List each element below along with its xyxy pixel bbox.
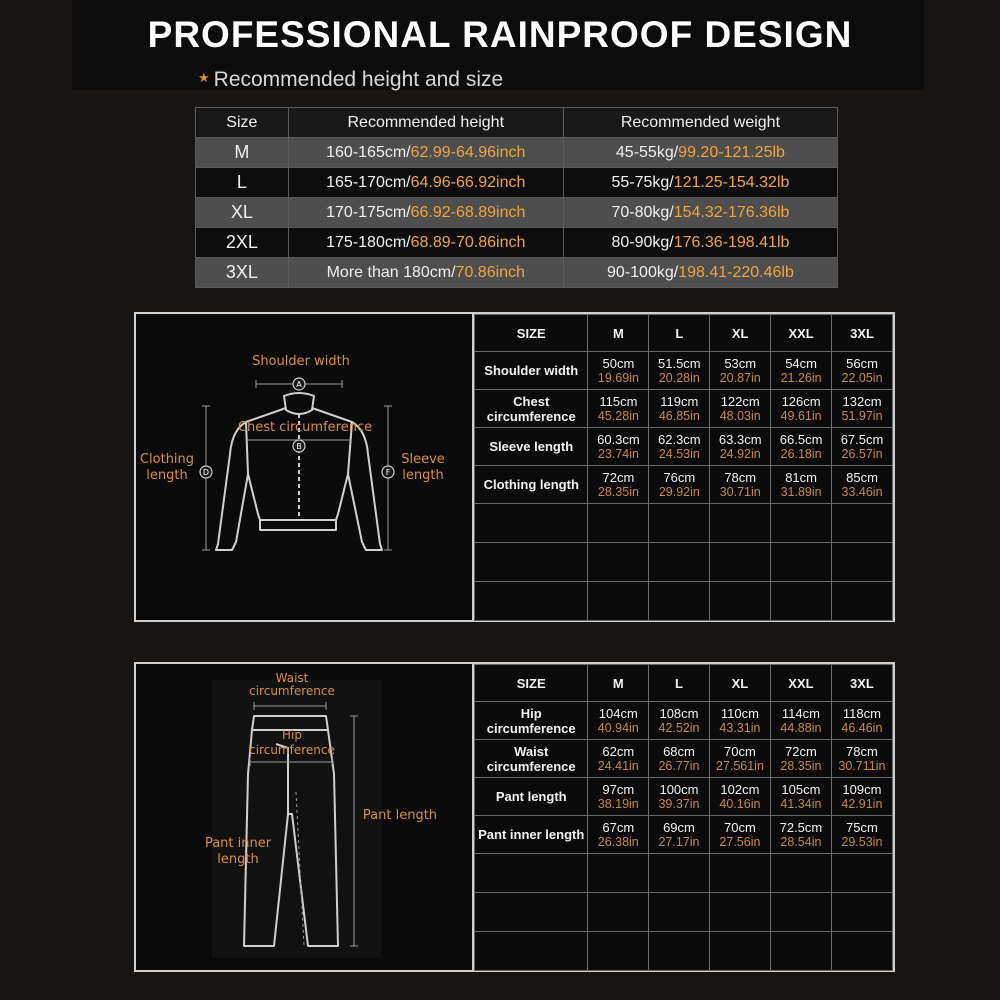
value-cell (831, 778, 892, 816)
height-cm: 165-170cm/ (326, 173, 411, 191)
table-row (475, 702, 893, 740)
value-cm: 114cm (781, 705, 820, 721)
value-cm: 63.3cm (718, 431, 762, 447)
table-row (196, 138, 838, 168)
value-in: 26.57in (841, 446, 883, 461)
value-in: 44.88in (780, 720, 822, 735)
value-cell (710, 428, 771, 466)
value-cm: 67.5cm (840, 431, 884, 447)
height-in: 70.86inch (455, 263, 525, 281)
height-in: 64.96-66.92inch (410, 173, 526, 191)
col-header: M (588, 665, 649, 702)
table-row (475, 428, 893, 466)
value-in: 20.28in (658, 370, 700, 385)
value-cm: 70cm (724, 743, 756, 759)
value-in: 26.77in (658, 758, 700, 773)
value-cell (831, 816, 892, 854)
value-in: 29.53in (841, 834, 883, 849)
value-cm: 105cm (781, 781, 821, 797)
value-cell (771, 352, 832, 390)
chest-circumference-label: Chest circumference (237, 420, 373, 435)
value-in: 45.28in (597, 408, 639, 423)
value-cell (649, 428, 710, 466)
value-cm: 76cm (663, 469, 696, 485)
row-label: Sleeve length (475, 428, 588, 466)
value-cm: 122cm (720, 393, 760, 409)
header-weight: Recommended weight (563, 108, 837, 138)
value-cell (831, 740, 892, 778)
value-cell (709, 778, 770, 816)
table-row (196, 258, 838, 288)
clothing-length-label: Clothing length (139, 452, 195, 483)
value-in: 23.74in (597, 446, 639, 461)
height-cm: 170-175cm/ (326, 203, 411, 221)
value-cell (649, 740, 710, 778)
row-label: Pant inner length (475, 816, 588, 854)
value-cell (832, 428, 893, 466)
value-cell (710, 352, 771, 390)
value-cell (649, 816, 710, 854)
value-in: 22.05in (841, 370, 883, 385)
value-cm: 69cm (663, 819, 695, 835)
empty-row (475, 854, 893, 893)
value-cell (588, 702, 649, 740)
size-cell: 2XL (196, 228, 289, 258)
row-label: Pant length (475, 778, 588, 816)
value-cell (832, 352, 893, 390)
value-cell (831, 702, 892, 740)
value-cm: 53cm (724, 355, 757, 371)
value-cm: 54cm (785, 355, 817, 371)
value-cell (649, 778, 710, 816)
table-row (475, 778, 893, 816)
recommended-size-table (195, 107, 838, 288)
height-cell (288, 228, 563, 258)
star-icon: ★ (198, 70, 210, 85)
value-cell (588, 816, 649, 854)
weight-cell (563, 258, 837, 288)
value-cell (832, 390, 893, 428)
value-cm: 109cm (842, 781, 882, 797)
header-size: Size (196, 108, 289, 138)
value-cell (709, 816, 770, 854)
page-title: PROFESSIONAL RAINPROOF DESIGN (147, 14, 853, 55)
height-in: 66.92-68.89inch (410, 203, 526, 221)
value-cm: 118cm (842, 705, 881, 721)
col-header: XXL (771, 315, 832, 352)
value-cell (649, 466, 710, 504)
value-in: 26.18in (780, 446, 822, 461)
mark-a: A (296, 380, 302, 389)
value-cm: 72cm (785, 743, 817, 759)
value-cell (588, 428, 649, 466)
value-cell (588, 778, 649, 816)
col-header: L (649, 665, 710, 702)
value-in: 48.03in (719, 408, 761, 423)
pant-length-label: Pant length (362, 808, 438, 823)
value-in: 27.561in (715, 758, 764, 773)
value-cm: 56cm (846, 355, 878, 371)
value-cell (709, 702, 770, 740)
value-cm: 60.3cm (597, 431, 640, 447)
value-cm: 104cm (598, 705, 638, 721)
value-in: 31.89in (780, 484, 822, 499)
table-row (475, 816, 893, 854)
value-cm: 51.5cm (658, 355, 701, 371)
value-in: 39.37in (658, 796, 700, 811)
height-cm: More than 180cm/ (326, 263, 456, 281)
value-cell (832, 466, 893, 504)
value-in: 42.91in (841, 796, 883, 811)
weight-kg: 55-75kg/ (611, 173, 674, 191)
col-header: XL (709, 665, 770, 702)
table-row (196, 228, 838, 258)
value-in: 29.92in (658, 484, 700, 499)
value-cm: 78cm (846, 743, 878, 759)
col-header: 3XL (832, 315, 893, 352)
jacket-size-table (474, 314, 893, 621)
value-cell (710, 466, 771, 504)
value-in: 19.69in (597, 370, 639, 385)
size-cell: 3XL (196, 258, 289, 288)
value-in: 21.26in (780, 370, 822, 385)
value-cm: 72cm (602, 469, 635, 485)
jacket-diagram (136, 314, 474, 620)
subtitle (198, 68, 503, 92)
value-cm: 62cm (602, 743, 635, 759)
value-cell (771, 702, 832, 740)
value-cm: 108cm (659, 705, 699, 721)
weight-cell (563, 138, 837, 168)
value-in: 51.97in (841, 408, 883, 423)
value-cell (588, 466, 649, 504)
value-in: 24.53in (658, 446, 700, 461)
value-in: 30.711in (838, 758, 886, 773)
value-cm: 50cm (602, 355, 635, 371)
size-cell: M (196, 138, 289, 168)
table-row (475, 740, 893, 778)
value-cell (649, 702, 710, 740)
value-in: 43.31in (719, 720, 761, 735)
table-row (475, 466, 893, 504)
value-cm: 102cm (720, 781, 760, 797)
col-header: XXL (771, 665, 832, 702)
empty-row (475, 504, 893, 543)
row-label: Hip circumference (475, 702, 588, 740)
empty-row (475, 582, 893, 621)
height-cm: 160-165cm/ (326, 143, 411, 161)
value-cell (771, 428, 832, 466)
value-in: 41.34in (780, 796, 822, 811)
value-cm: 62.3cm (658, 431, 701, 447)
weight-kg: 90-100kg/ (607, 263, 679, 281)
value-cm: 132cm (842, 393, 882, 409)
empty-row (475, 543, 893, 582)
empty-row (475, 932, 893, 971)
value-cm: 78cm (724, 469, 757, 485)
weight-lb: 154.32-176.36lb (673, 203, 790, 221)
weight-lb: 176.36-198.41lb (673, 233, 790, 251)
height-in: 62.99-64.96inch (410, 143, 526, 161)
value-in: 46.46in (841, 720, 883, 735)
table-header-row (475, 665, 893, 702)
size-header: SIZE (475, 315, 588, 352)
value-cell (588, 740, 649, 778)
row-label: Chest circumference (475, 390, 588, 428)
value-in: 30.71in (719, 484, 761, 499)
table-header-row (196, 108, 838, 138)
value-cm: 72.5cm (779, 819, 823, 835)
value-in: 27.17in (658, 834, 700, 849)
weight-cell (563, 168, 837, 198)
value-in: 40.94in (597, 720, 639, 735)
empty-row (475, 893, 893, 932)
mark-d: D (202, 468, 210, 477)
sleeve-length-label: Sleeve length (401, 452, 445, 483)
height-cell (288, 168, 563, 198)
value-in: 28.35in (780, 758, 822, 773)
col-header: L (649, 315, 710, 352)
value-in: 42.52in (658, 720, 700, 735)
value-in: 38.19in (597, 796, 639, 811)
header-height: Recommended height (288, 108, 563, 138)
waist-circumference-label: Waist circumference (249, 671, 335, 698)
value-cm: 100cm (659, 781, 699, 797)
value-in: 40.16in (719, 796, 761, 811)
pant-inner-length-label: Pant inner length (204, 836, 272, 867)
value-cm: 85cm (846, 469, 878, 485)
value-cm: 119cm (660, 393, 699, 409)
pants-size-table (474, 664, 893, 971)
table-row (475, 352, 893, 390)
value-in: 46.85in (658, 408, 700, 423)
weight-kg: 80-90kg/ (611, 233, 674, 251)
height-cm: 175-180cm/ (326, 233, 411, 251)
pants-diagram (136, 664, 474, 970)
mark-b: B (296, 442, 302, 451)
height-cell (288, 138, 563, 168)
height-cell (288, 198, 563, 228)
col-header: M (588, 315, 649, 352)
value-cell (771, 816, 832, 854)
jacket-size-panel (134, 312, 895, 622)
weight-cell (563, 198, 837, 228)
value-cell (771, 390, 832, 428)
size-header: SIZE (475, 665, 588, 702)
size-cell: L (196, 168, 289, 198)
value-cm: 66.5cm (779, 431, 823, 447)
weight-kg: 70-80kg/ (611, 203, 674, 221)
row-label: Shoulder width (475, 352, 588, 390)
value-cell (588, 352, 649, 390)
row-label: Clothing length (475, 466, 588, 504)
table-row (475, 390, 893, 428)
value-cell (709, 740, 770, 778)
size-cell: XL (196, 198, 289, 228)
value-cell (588, 390, 649, 428)
value-in: 26.38in (597, 834, 639, 849)
value-in: 24.41in (597, 758, 639, 773)
weight-lb: 121.25-154.32lb (673, 173, 790, 191)
value-cm: 97cm (602, 781, 635, 797)
weight-lb: 99.20-121.25lb (678, 143, 785, 161)
value-cell (649, 352, 710, 390)
shoulder-width-label: Shoulder width (252, 354, 350, 369)
value-in: 33.46in (841, 484, 883, 499)
value-in: 28.54in (780, 834, 822, 849)
subtitle-text: Recommended height and size (213, 68, 504, 91)
value-cm: 68cm (663, 743, 695, 759)
value-cm: 70cm (724, 819, 756, 835)
value-cell (771, 466, 832, 504)
value-cm: 110cm (720, 705, 759, 721)
value-cm: 67cm (602, 819, 635, 835)
value-in: 28.35in (597, 484, 639, 499)
col-header: 3XL (831, 665, 892, 702)
value-in: 24.92in (719, 446, 761, 461)
value-in: 49.61in (780, 408, 822, 423)
hip-circumference-label: Hip circumference (249, 728, 335, 757)
value-cm: 75cm (846, 819, 878, 835)
height-cell (288, 258, 563, 288)
value-cm: 81cm (785, 469, 817, 485)
value-cell (649, 390, 710, 428)
table-header-row (475, 315, 893, 352)
table-row (196, 168, 838, 198)
mark-f: F (385, 468, 391, 477)
value-cell (771, 778, 832, 816)
table-row (196, 198, 838, 228)
value-cm: 115cm (599, 393, 638, 409)
value-cm: 126cm (781, 393, 821, 409)
row-label: Waist circumference (475, 740, 588, 778)
value-cell (771, 740, 832, 778)
value-in: 27.56in (719, 834, 761, 849)
height-in: 68.89-70.86inch (410, 233, 526, 251)
weight-cell (563, 228, 837, 258)
col-header: XL (710, 315, 771, 352)
value-in: 20.87in (719, 370, 761, 385)
weight-lb: 198.41-220.46lb (678, 263, 794, 281)
weight-kg: 45-55kg/ (615, 143, 679, 161)
pants-size-panel (134, 662, 895, 972)
value-cell (710, 390, 771, 428)
